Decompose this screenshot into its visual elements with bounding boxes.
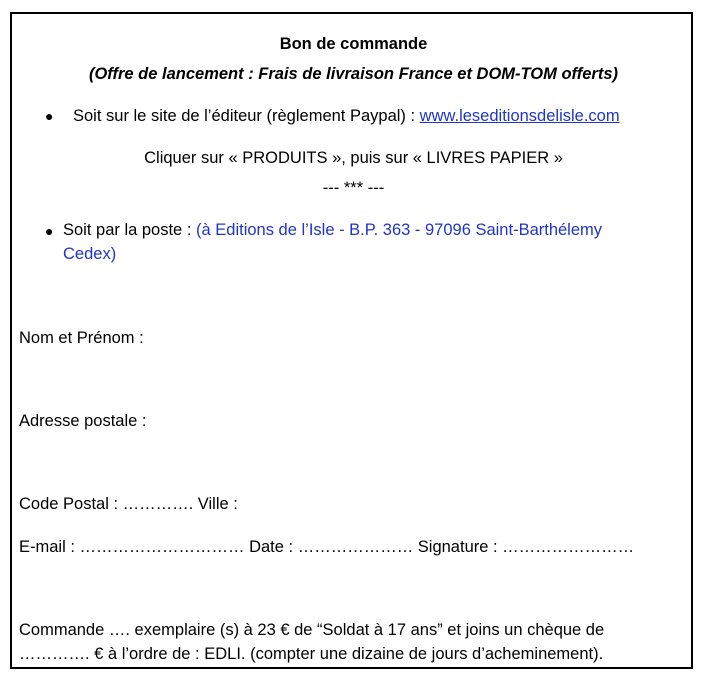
order-form-frame bbox=[10, 12, 693, 669]
field-name-label: Nom et Prénom : bbox=[19, 329, 144, 347]
order-line-1: Commande …. exemplaire (s) à 23 € de “Soldat à 17 ans” et joins un chèque de bbox=[19, 621, 605, 639]
separator: --- *** --- bbox=[322, 179, 385, 197]
products-instruction: Cliquer sur « PRODUITS », puis sur « LIVRES PAPIER » bbox=[144, 149, 563, 167]
postal-address: (à Editions de l’Isle - B.P. 363 - 97096 Saint-Barthélemy bbox=[196, 221, 603, 239]
bullet-website-prefix: Soit sur le site de l’éditeur (règlement Paypal) : bbox=[73, 107, 416, 125]
form-title: Bon de commande bbox=[279, 35, 428, 53]
bullet-icon: ● bbox=[45, 108, 54, 124]
field-email-date-signature-label: E-mail : ………………………… Date : ………………… Signature : …………………… bbox=[19, 538, 635, 556]
field-postal-city-label: Code Postal : …………. Ville : bbox=[19, 495, 238, 513]
publisher-website-link[interactable]: www.leseditionsdelisle.com bbox=[419, 107, 620, 125]
form-subtitle: (Offre de lancement : Frais de livraison France et DOM-TOM offerts) bbox=[88, 65, 619, 83]
bullet-post-prefix: Soit par la poste : bbox=[63, 221, 192, 239]
bullet-website bbox=[73, 106, 620, 126]
bullet-icon: ● bbox=[45, 223, 54, 239]
bullet-post bbox=[63, 220, 602, 240]
field-address-label: Adresse postale : bbox=[19, 412, 147, 430]
postal-address-cont: Cedex) bbox=[63, 245, 117, 263]
order-line-2: …………. € à l’ordre de : EDLI. (compter une dizaine de jours d’acheminement). bbox=[19, 645, 604, 663]
